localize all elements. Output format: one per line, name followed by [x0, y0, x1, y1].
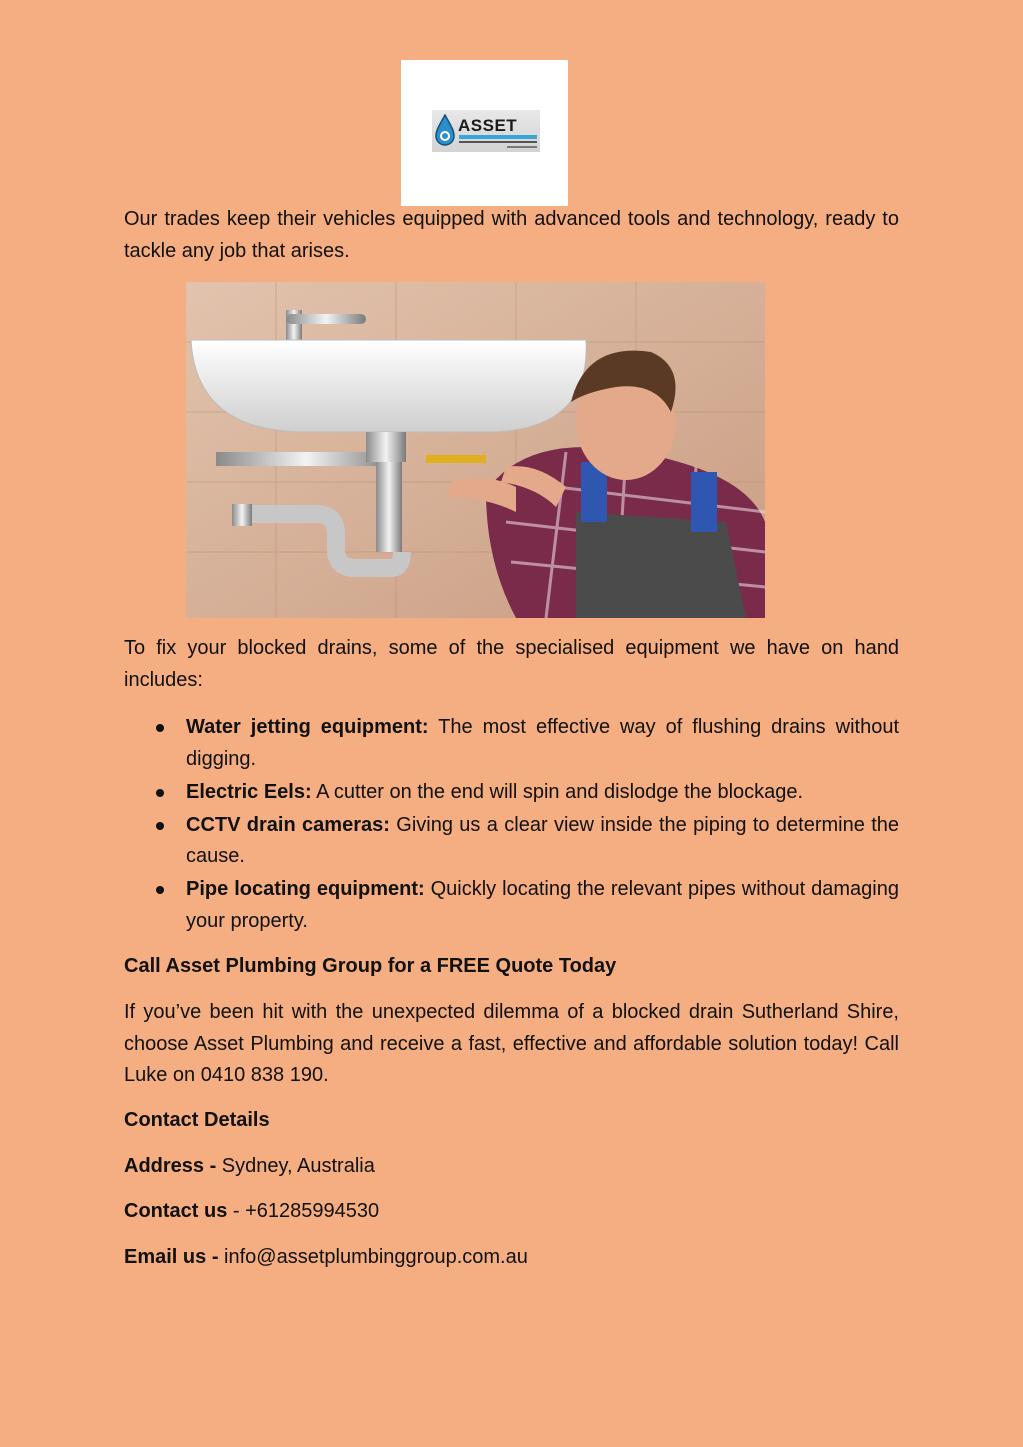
logo-accent-bar — [459, 135, 537, 139]
list-item — [124, 874, 899, 937]
plumber-photo — [186, 282, 765, 618]
logo-wordmark: ASSET — [458, 116, 518, 135]
equipment-term: Water jetting equipment: — [186, 716, 429, 738]
company-logo — [401, 60, 568, 206]
equipment-desc: The most effective way of flushing drains without digging. — [186, 716, 900, 770]
equipment-desc: Giving us a clear view inside the piping to determine the cause. — [186, 813, 899, 867]
phone-label: Contact us — [124, 1200, 228, 1222]
logo-tagline-line — [459, 141, 537, 143]
address-value: Sydney, Australia — [216, 1155, 375, 1177]
water-drop-icon — [434, 114, 456, 148]
address-label: Address - — [124, 1155, 217, 1177]
bullet-icon — [156, 724, 164, 732]
address-line — [124, 1151, 899, 1183]
email-line — [124, 1242, 899, 1274]
bullet-icon — [156, 789, 164, 797]
bullet-icon — [156, 822, 164, 830]
equipment-term: Pipe locating equipment: — [186, 878, 425, 900]
phone-value: - +61285994530 — [227, 1200, 380, 1222]
intro-paragraph: Our trades keep their vehicles equipped with advanced tools and technology, ready to tackle any job that arises. — [124, 208, 899, 262]
list-item — [124, 712, 899, 775]
email-label: Email us - — [124, 1246, 219, 1268]
list-item — [124, 777, 899, 809]
equipment-desc: Quickly locating the relevant pipes without damaging your property. — [186, 878, 899, 932]
equipment-term: Electric Eels: — [186, 780, 312, 803]
contact-heading: Contact Details — [124, 1109, 270, 1131]
cta-paragraph: If you’ve been hit with the unexpected dilemma of a blocked drain Sutherland Shire, choose Asset Plumbing and receive a fast, effective and affordable solution today! Call Luke on 0410 838 190. — [124, 1001, 899, 1086]
bullet-icon — [156, 886, 164, 894]
equipment-intro-paragraph: To fix your blocked drains, some of the specialised equipment we have on hand includes: — [124, 637, 899, 691]
logo-tagline-line-short — [507, 146, 537, 148]
phone-line — [124, 1196, 899, 1228]
equipment-desc: A cutter on the end will spin and dislodge the blockage. — [311, 780, 804, 803]
plumber-fixing-sink-image — [186, 282, 765, 618]
email-value[interactable]: info@assetplumbinggroup.com.au — [218, 1246, 528, 1268]
logo-badge — [432, 110, 540, 152]
equipment-term: CCTV drain cameras: — [186, 813, 390, 836]
equipment-list — [124, 712, 899, 939]
cta-heading: Call Asset Plumbing Group for a FREE Quote Today — [124, 955, 617, 977]
list-item — [124, 810, 899, 873]
